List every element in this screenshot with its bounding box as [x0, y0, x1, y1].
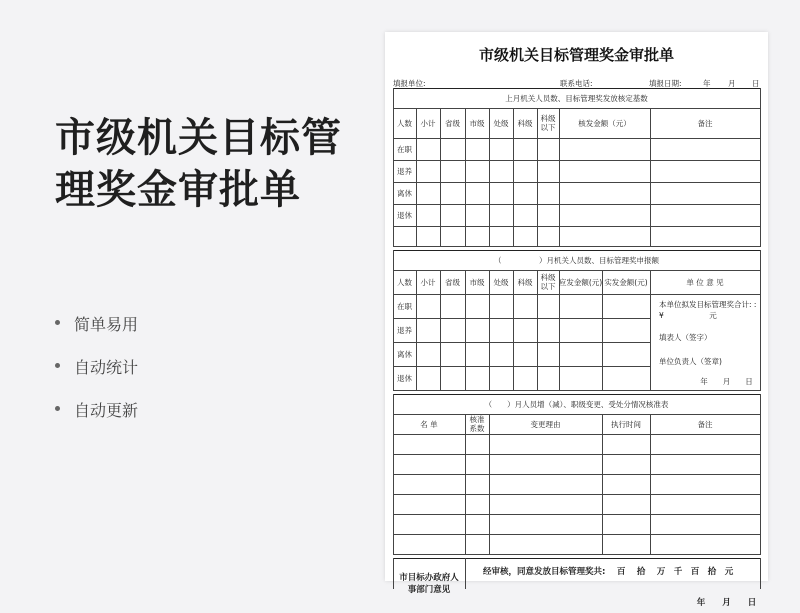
grid-line: [393, 474, 761, 475]
promo-title-line1: 市级机关目标管: [55, 115, 342, 161]
grid-line: [393, 390, 761, 391]
feature-item: [55, 312, 138, 355]
column-header: 市级: [469, 118, 485, 128]
column-header: 科级 以下: [540, 114, 556, 132]
feature-label: 自动更新: [74, 401, 139, 420]
date-label: 填报日期:: [649, 79, 682, 88]
grid-line: [760, 250, 761, 271]
column-header: 名 单: [420, 419, 438, 429]
grid-line: [489, 414, 490, 555]
grid-line: [393, 514, 761, 515]
row-label: 退休: [397, 210, 412, 220]
column-header: 备注: [697, 118, 713, 128]
filler-signature-label: 填表人（签字）: [659, 332, 712, 342]
approval-form-table: [393, 88, 760, 608]
grid-line: [760, 270, 761, 391]
row-label: 在职: [397, 144, 412, 154]
opinion-date: 年 月 日: [700, 376, 753, 386]
document-title: 市级机关目标管理奖金审批单: [478, 46, 674, 64]
grid-line: [393, 342, 651, 343]
row-label: 在职: [397, 301, 412, 311]
column-header: 执行时间: [611, 419, 641, 429]
currency-unit: 元: [709, 310, 717, 320]
currency-symbol: ¥: [659, 310, 664, 320]
column-header: 省级: [445, 277, 460, 287]
row-label: 离休: [397, 188, 412, 198]
grid-line: [760, 108, 761, 247]
column-header: 处级: [493, 277, 509, 287]
grid-line: [393, 226, 761, 227]
column-header: 市级: [469, 277, 485, 287]
grid-line: [760, 414, 761, 555]
row-label: 退休: [397, 373, 412, 383]
grid-line: [393, 558, 761, 559]
column-header: 处级: [493, 118, 509, 128]
head-signature-label: 单位负责人（签章): [659, 356, 722, 366]
approval-text: 经审核，同意发放目标管理奖共: 百 拾 万 千 百 拾 元: [483, 566, 734, 577]
grid-line: [393, 138, 761, 139]
grid-line: [393, 534, 761, 535]
feature-label: 简单易用: [74, 315, 139, 334]
approval-label: 市目标办政府人: [399, 572, 459, 583]
column-header: 人数: [397, 118, 412, 128]
column-header: 小计: [420, 118, 436, 128]
section2-header: （ ）月机关人员数、目标管理奖申报额: [494, 255, 659, 265]
grid-line: [393, 414, 394, 555]
grid-line: [393, 318, 651, 319]
grid-line: [393, 182, 761, 183]
bullet-icon: [55, 320, 60, 325]
column-header: 科级 以下: [540, 273, 556, 291]
column-header: 核准 系数: [469, 415, 485, 433]
column-header: 小计: [420, 277, 436, 287]
grid-line: [393, 366, 651, 367]
grid-line: [650, 294, 761, 295]
row-label: 离休: [397, 349, 412, 359]
bullet-icon: [55, 406, 60, 411]
feature-label: 自动统计: [74, 358, 139, 377]
column-header: 单 位 意 见: [686, 277, 724, 287]
grid-line: [393, 434, 761, 435]
column-header: 备注: [697, 419, 713, 429]
feature-item: [55, 355, 138, 398]
row-label: 退养: [397, 166, 412, 176]
grid-line: [465, 558, 466, 589]
section1-header: 上月机关人员数、目标管理奖发放核定基数: [505, 93, 648, 103]
grid-line: [393, 88, 394, 109]
bullet-icon: [55, 363, 60, 368]
promo-title-line2: 理奖金审批单: [55, 167, 301, 213]
column-header: 变更理由: [530, 419, 561, 429]
column-header: 实发金额(元): [604, 277, 648, 287]
approval-label: 事部门意见: [407, 584, 451, 595]
column-header: 科级: [517, 118, 533, 128]
grid-line: [393, 554, 761, 555]
grid-line: [602, 414, 603, 555]
grid-line: [393, 246, 761, 247]
grid-line: [650, 414, 651, 555]
column-header: 核发金额（元）: [578, 118, 631, 128]
column-header: 科级: [517, 277, 533, 287]
document-preview: [385, 32, 768, 608]
date-day: 日: [752, 79, 760, 88]
grid-line: [465, 414, 466, 555]
date-month: 月: [728, 79, 736, 88]
opinion-total-label: 本单位拟发目标管理奖合计: :: [659, 299, 757, 309]
grid-line: [393, 160, 761, 161]
feature-list: [55, 312, 138, 441]
grid-line: [760, 88, 761, 109]
approval-date: 年 月 日: [696, 597, 757, 608]
row-label: 退养: [397, 325, 412, 335]
feature-item: [55, 398, 138, 441]
date-year: 年: [703, 79, 711, 88]
fill-unit-label: 填报单位:: [393, 79, 426, 88]
grid-line: [393, 454, 761, 455]
grid-line: [393, 204, 761, 205]
grid-line: [760, 394, 761, 415]
phone-label: 联系电话:: [560, 79, 593, 88]
column-header: 人数: [397, 277, 412, 287]
column-header: 省级: [445, 118, 460, 128]
section3-header: （ ）月人员增（减）、职级变更、受处分情况核准表: [484, 399, 669, 409]
grid-line: [393, 494, 761, 495]
promo-title: [55, 112, 342, 216]
grid-line: [393, 294, 651, 295]
column-header: 应发金额(元): [558, 277, 603, 287]
